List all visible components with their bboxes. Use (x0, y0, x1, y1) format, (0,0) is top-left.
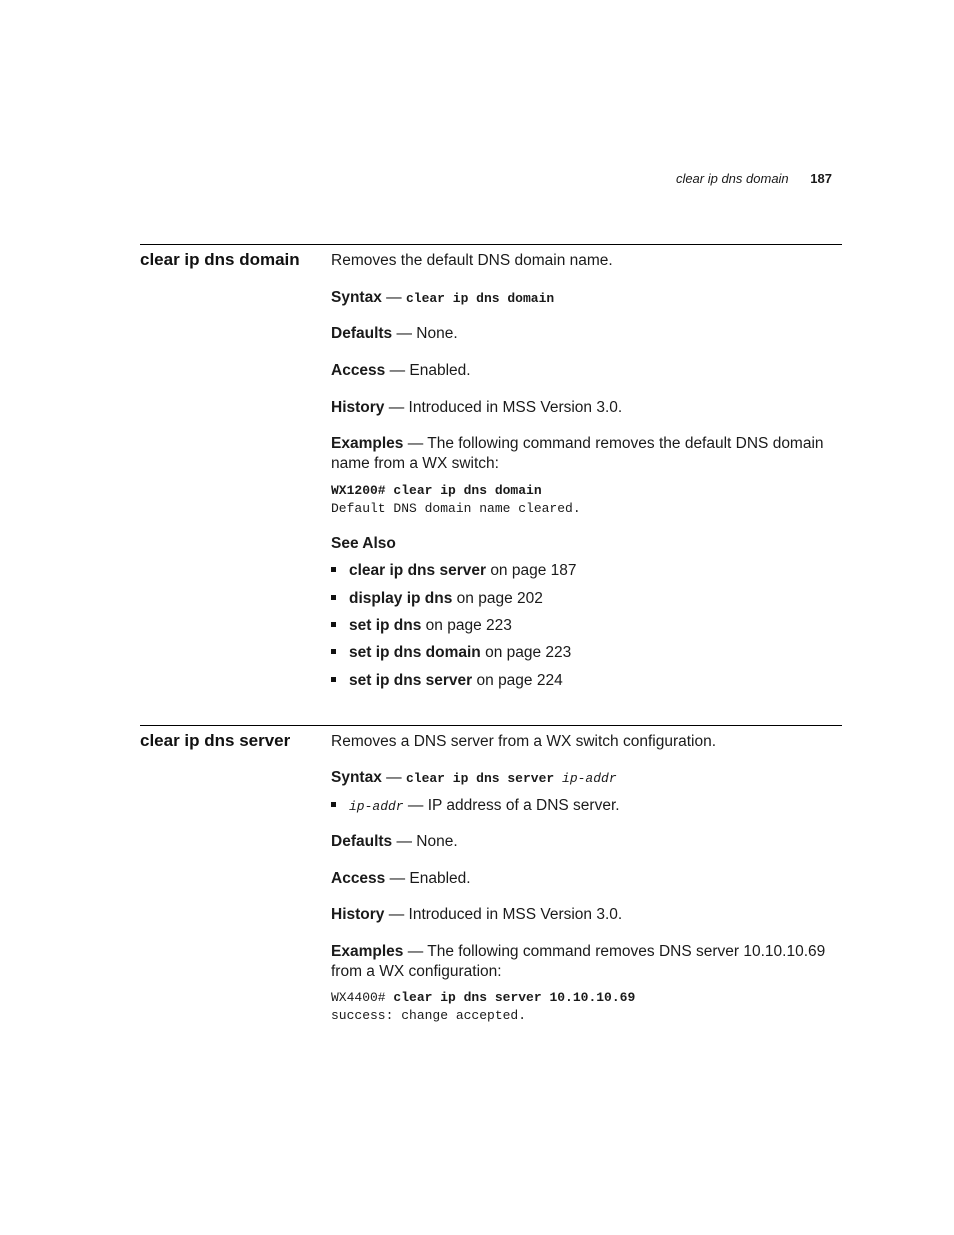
defaults-label: Defaults (331, 325, 393, 342)
access-value: — Enabled. (389, 362, 471, 379)
dash: — (386, 289, 402, 306)
access-line (331, 869, 841, 889)
examples-text: — The following command removes DNS server 10.10.10.69 (407, 943, 826, 960)
examples-label: Examples (331, 435, 404, 452)
syntax-param: ip-addr (562, 771, 617, 786)
examples-line (331, 434, 841, 454)
see-also-cmd: display ip dns (349, 590, 453, 607)
syntax-label: Syntax (331, 769, 382, 786)
section-title: clear ip dns server (140, 731, 291, 750)
see-also-ref: on page 223 (485, 644, 572, 661)
code-command: WX1200# clear ip dns domain (331, 483, 542, 498)
history-value: — Introduced in MSS Version 3.0. (388, 906, 623, 923)
defaults-value: — None. (396, 833, 458, 850)
code-output: Default DNS domain name cleared. (331, 501, 581, 516)
section-divider (140, 244, 842, 245)
param-name: ip-addr (349, 799, 404, 814)
see-also-item[interactable] (331, 671, 563, 691)
code-example (331, 482, 542, 500)
code-prompt: WX4400# (331, 990, 386, 1005)
examples-label: Examples (331, 943, 404, 960)
param-item (331, 796, 620, 817)
access-label: Access (331, 870, 386, 887)
page-number: 187 (810, 171, 832, 186)
see-also-ref: on page 224 (476, 672, 563, 689)
examples-line-2: from a WX configuration: (331, 963, 502, 980)
access-line (331, 361, 841, 381)
syntax-line (331, 288, 841, 309)
history-label: History (331, 906, 385, 923)
syntax-label: Syntax (331, 289, 382, 306)
history-value: — Introduced in MSS Version 3.0. (388, 399, 623, 416)
examples-line-2: name from a WX switch: (331, 455, 499, 472)
defaults-label: Defaults (331, 833, 393, 850)
see-also-item[interactable] (331, 643, 571, 663)
see-also-cmd: set ip dns domain (349, 644, 481, 661)
defaults-line (331, 832, 841, 852)
code-command: clear ip dns server 10.10.10.69 (393, 990, 636, 1005)
running-title: clear ip dns domain (675, 171, 789, 186)
bullet-icon (331, 595, 336, 600)
see-also-heading (331, 534, 841, 554)
examples-line (331, 942, 841, 962)
see-also-ref: on page 202 (456, 590, 543, 607)
access-value: — Enabled. (389, 870, 471, 887)
running-header (676, 171, 832, 186)
defaults-value: — None. (396, 325, 458, 342)
param-desc: — IP address of a DNS server. (407, 797, 620, 814)
history-line (331, 905, 841, 925)
section-divider (140, 725, 842, 726)
bullet-icon (331, 677, 336, 682)
dash: — (386, 769, 402, 786)
bullet-icon (331, 649, 336, 654)
code-example (331, 989, 635, 1007)
defaults-line (331, 324, 841, 344)
syntax-command: clear ip dns domain (405, 291, 555, 306)
see-also-label: See Also (331, 535, 396, 552)
syntax-line (331, 768, 841, 789)
code-output: success: change accepted. (331, 1008, 527, 1023)
see-also-cmd: clear ip dns server (349, 562, 486, 579)
see-also-ref: on page 223 (425, 617, 512, 634)
see-also-item[interactable] (331, 589, 543, 609)
bullet-icon (331, 567, 336, 572)
history-line (331, 398, 841, 418)
description: Removes a DNS server from a WX switch configuration. (331, 733, 717, 750)
bullet-icon (331, 622, 336, 627)
bullet-icon (331, 802, 336, 807)
see-also-item[interactable] (331, 616, 512, 636)
syntax-command: clear ip dns server (405, 771, 555, 786)
history-label: History (331, 399, 385, 416)
see-also-cmd: set ip dns (349, 617, 422, 634)
access-label: Access (331, 362, 386, 379)
examples-text: — The following command removes the default DNS domain (407, 435, 824, 452)
description: Removes the default DNS domain name. (331, 252, 613, 269)
see-also-cmd: set ip dns server (349, 672, 473, 689)
section-title: clear ip dns domain (140, 250, 300, 269)
see-also-item[interactable] (331, 561, 577, 581)
see-also-ref: on page 187 (490, 562, 577, 579)
